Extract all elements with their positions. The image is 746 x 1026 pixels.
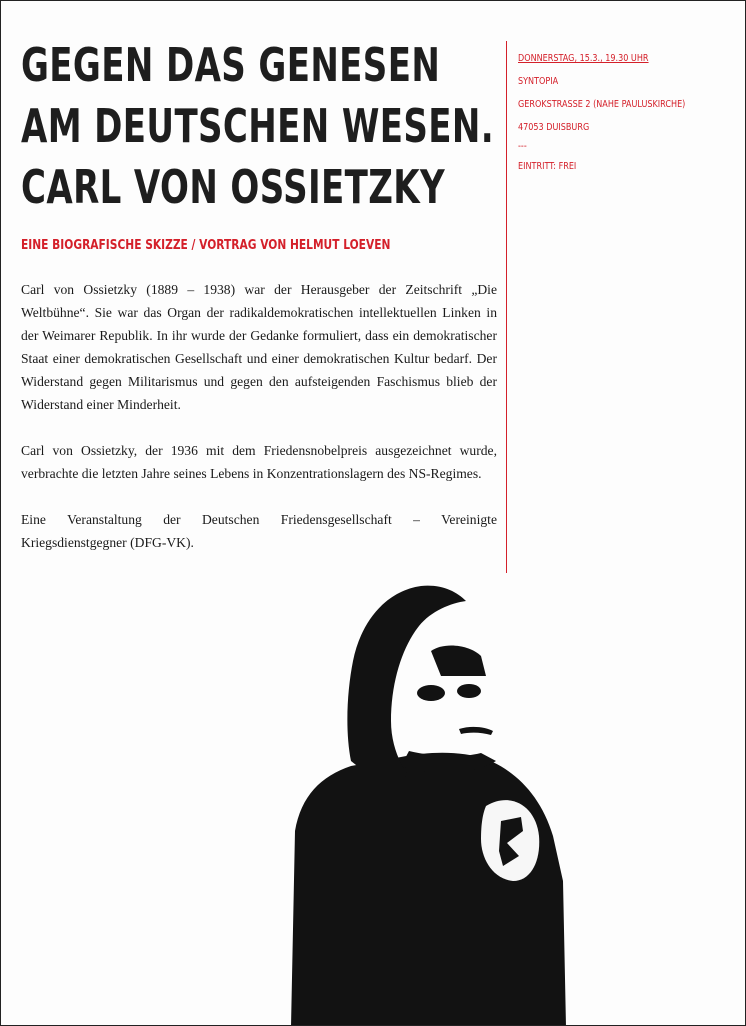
subtitle: EINE BIOGRAFISCHE SKIZZE / VORTRAG VON HELMUT LOEVEN <box>21 238 391 253</box>
event-street: GEROKSTRASSE 2 (NÄHE PAULUSKIRCHE) <box>518 99 686 110</box>
title-line-1: GEGEN DAS GENESEN <box>21 38 441 92</box>
event-separator: --- <box>518 141 527 152</box>
event-venue: SYNTOPIA <box>518 76 559 87</box>
event-info <box>518 47 743 178</box>
event-city: 47053 DUISBURG <box>518 122 590 133</box>
portrait-face-shadow <box>431 646 486 676</box>
title-line-3: CARL VON OSSIETZKY <box>21 160 446 214</box>
event-datetime: DONNERSTAG, 15.3., 19.30 UHR <box>518 53 649 64</box>
body-text <box>21 278 497 577</box>
glasses-right <box>457 684 481 698</box>
title-line-2: AM DEUTSCHEN WESEN. <box>21 99 495 153</box>
paragraph-organizer: Eine Veranstaltung der Deutschen Friedensgesellschaft – Vereinigte Kriegsdienstgegner (DFG-VK). <box>21 512 497 550</box>
glasses-left <box>417 685 445 701</box>
paragraph-nobel-prize: Carl von Ossietzky, der 1936 mit dem Friedensnobelpreis ausgezeichnet wurde, verbrachte die letzten Jahre seines Lebens in Konzentrationslagern des NS-Regimes. <box>21 443 497 481</box>
portrait-body <box>291 753 566 1026</box>
event-admission: EINTRITT: FREI <box>518 161 577 172</box>
vertical-divider <box>506 41 507 573</box>
portrait-illustration <box>281 581 581 1026</box>
paragraph-biography: Carl von Ossietzky (1889 – 1938) war der Herausgeber der Zeitschrift „Die Weltbühne“. Sie war das Organ der radikaldemokratischen intellektuellen Linken in der Weimarer Republik. In ihr wurde der Gedanke formuliert, dass ein demokratischer Staat einer demokratischen Gesellschaft und einer demokratischen Kultur bedarf. Der Widerstand gegen Militarismus und gegen den aufsteigenden Faschismus blieb der Widerstand einer Minderheit. <box>21 282 497 412</box>
portrait-hair-head <box>347 586 466 781</box>
portrait-mouth <box>459 727 493 735</box>
page-title <box>21 35 494 218</box>
